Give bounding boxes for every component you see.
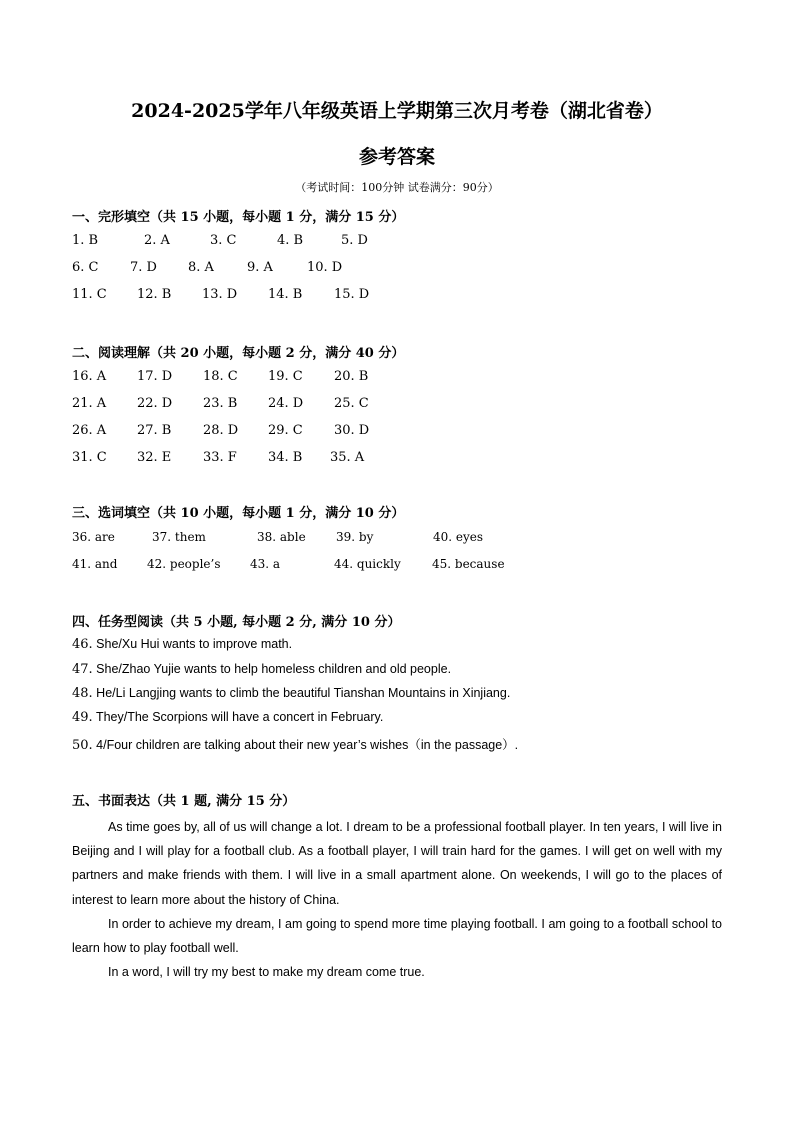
answer-item: 4. B bbox=[277, 233, 304, 248]
answer-item: 7. D bbox=[130, 260, 157, 275]
essay-body bbox=[72, 815, 722, 984]
task-text: She/Zhao Yujie wants to help homeless children and old people. bbox=[96, 662, 452, 676]
answer-item: 22. D bbox=[137, 396, 173, 411]
answer-item: 29. C bbox=[268, 423, 303, 438]
task-answer bbox=[72, 686, 510, 701]
answer-item: 23. B bbox=[203, 396, 238, 411]
answer-item: 34. B bbox=[268, 450, 303, 465]
answer-item: 37. them bbox=[152, 530, 206, 544]
answer-item: 35. A bbox=[330, 450, 365, 465]
task-number: 50. bbox=[72, 738, 93, 753]
answer-item: 16. A bbox=[72, 369, 107, 384]
task-number: 49. bbox=[72, 710, 93, 725]
answer-item: 9. A bbox=[247, 260, 273, 275]
answer-item: 43. a bbox=[250, 557, 281, 571]
answer-item: 13. D bbox=[202, 287, 238, 302]
answer-item: 19. C bbox=[268, 369, 303, 384]
answer-item: 32. E bbox=[137, 450, 172, 465]
task-answer bbox=[72, 710, 383, 725]
answer-item: 42. people’s bbox=[147, 557, 221, 571]
answer-item: 20. B bbox=[334, 369, 369, 384]
answer-item: 17. D bbox=[137, 369, 173, 384]
section2-heading: 二、阅读理解（共 20 小题，每小题 2 分，满分 40 分） bbox=[72, 346, 405, 361]
document-title: 2024-2025学年八年级英语上学期第三次月考卷（湖北省卷） bbox=[131, 100, 663, 122]
answer-item: 21. A bbox=[72, 396, 107, 411]
answer-item: 12. B bbox=[137, 287, 172, 302]
section4-heading: 四、任务型阅读（共 5 小题, 每小题 2 分, 满分 10 分） bbox=[72, 615, 401, 630]
task-number: 48. bbox=[72, 686, 93, 701]
answer-item: 36. are bbox=[72, 530, 115, 544]
section5-heading: 五、书面表达（共 1 题, 满分 15 分） bbox=[72, 794, 296, 809]
task-text: 4/Four children are talking about their new year’s wishes（in the passage）. bbox=[96, 738, 519, 752]
answer-item: 39. by bbox=[336, 530, 374, 544]
answer-item: 6. C bbox=[72, 260, 99, 275]
answer-item: 31. C bbox=[72, 450, 107, 465]
answer-item: 44. quickly bbox=[334, 557, 401, 571]
section1-heading: 一、完形填空（共 15 小题，每小题 1 分，满分 15 分） bbox=[72, 210, 405, 225]
answer-item: 38. able bbox=[257, 530, 306, 544]
answer-item: 14. B bbox=[268, 287, 303, 302]
answer-item: 28. D bbox=[203, 423, 239, 438]
answer-item: 15. D bbox=[334, 287, 370, 302]
answer-item: 27. B bbox=[137, 423, 172, 438]
essay-paragraph: In order to achieve my dream, I am going to spend more time playing football. I am going to a football school to learn how to play football well. bbox=[72, 916, 722, 956]
answer-item: 26. A bbox=[72, 423, 107, 438]
answer-item: 18. C bbox=[203, 369, 238, 384]
answer-item: 10. D bbox=[307, 260, 343, 275]
answer-item: 25. C bbox=[334, 396, 369, 411]
answer-item: 5. D bbox=[341, 233, 368, 248]
answer-item: 45. because bbox=[432, 557, 505, 571]
answer-item: 1. B bbox=[72, 233, 99, 248]
task-text: He/Li Langjing wants to climb the beautiful Tianshan Mountains in Xinjiang. bbox=[96, 686, 511, 700]
document-subtitle: 参考答案 bbox=[358, 146, 435, 168]
essay-paragraph: As time goes by, all of us will change a lot. I dream to be a professional football player. In ten years, I will live in Beijing and I will play for a football club. As a football player, I will train hard for the games. I will get on well with my partners and make friends with them. I will live in a small apartment alone. On weekends, I will go to the places of interest to learn more about the history of China. bbox=[72, 820, 722, 907]
essay-paragraph: In a word, I will try my best to make my dream come true. bbox=[108, 965, 425, 980]
answer-item: 3. C bbox=[210, 233, 237, 248]
answer-item: 33. F bbox=[203, 450, 237, 465]
task-answer bbox=[72, 662, 451, 677]
answer-item: 11. C bbox=[72, 287, 107, 302]
exam-info: （考试时间：100分钟 试卷满分：90分） bbox=[295, 181, 499, 194]
answer-item: 41. and bbox=[72, 557, 118, 571]
task-text: She/Xu Hui wants to improve math. bbox=[96, 637, 293, 651]
task-text: They/The Scorpions will have a concert in February. bbox=[95, 710, 384, 724]
answer-item: 40. eyes bbox=[433, 530, 484, 544]
answer-item: 2. A bbox=[144, 233, 170, 248]
answer-item: 30. D bbox=[334, 423, 370, 438]
task-answer bbox=[72, 735, 518, 753]
task-answer bbox=[72, 637, 292, 652]
section3-heading: 三、选词填空（共 10 小题，每小题 1 分，满分 10 分） bbox=[72, 506, 405, 521]
answer-item: 24. D bbox=[268, 396, 304, 411]
answer-item: 8. A bbox=[188, 260, 214, 275]
task-number: 47. bbox=[72, 662, 93, 677]
task-number: 46. bbox=[72, 637, 93, 652]
